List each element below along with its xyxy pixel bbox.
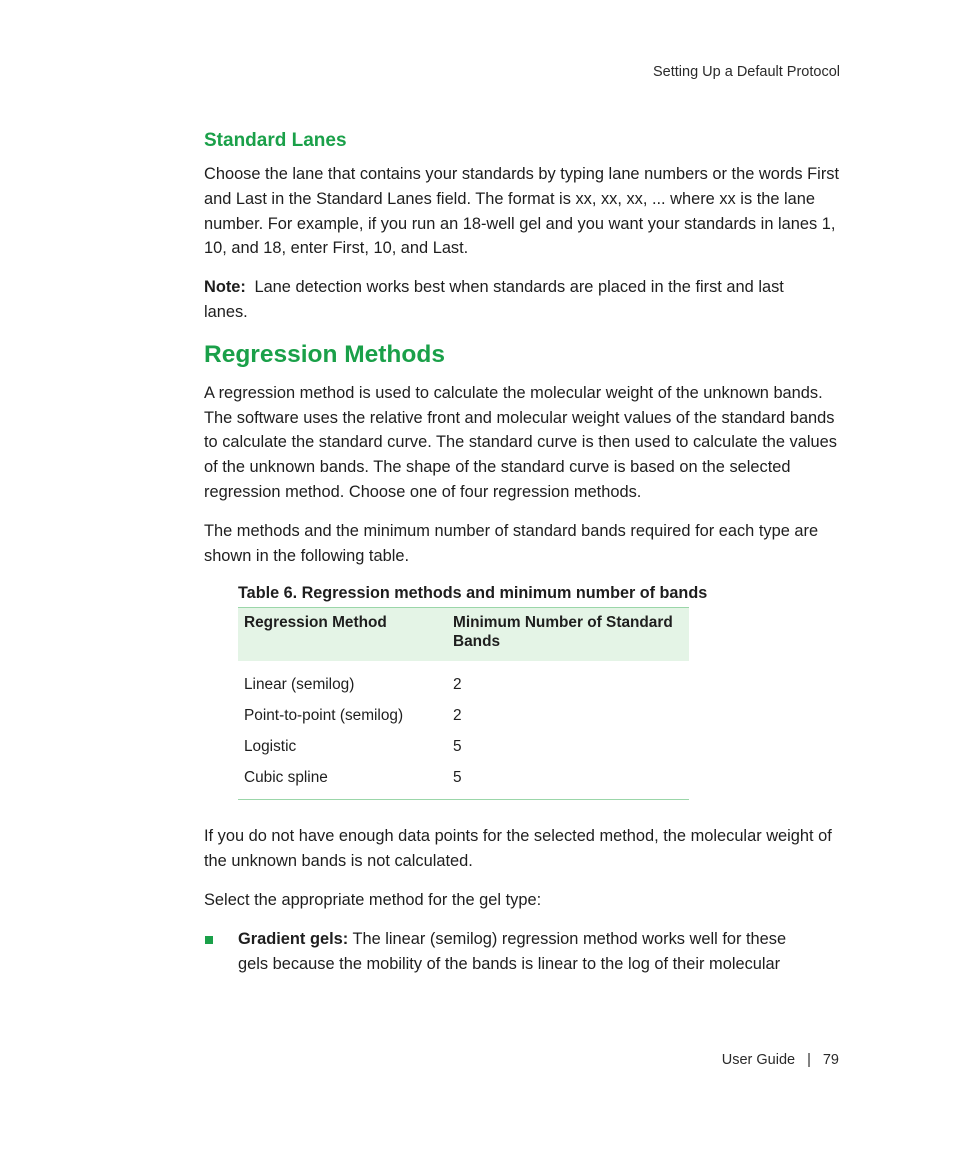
page-content: [204, 130, 840, 976]
table-cell-method: Cubic spline: [244, 768, 328, 786]
bullet-term: Gradient gels:: [238, 929, 349, 948]
regression-intro-paragraph: A regression method is used to calculate the molecular weight of the unknown bands. The software uses the relative front and molecular weight values of the standard bands to calculate the standard curve. The standard curve is then used to calculate the values of the unknown bands. The shape of the standard curve is based on the selected regression method. Choose one of four regression methods.: [204, 383, 837, 501]
regression-table-block: [238, 584, 708, 800]
note-text: Lane detection works best when standards are placed in the first and last lanes.: [204, 278, 784, 321]
footer-guide-label: User Guide: [721, 1052, 796, 1068]
table-header-row: [238, 608, 689, 662]
page-number: 79: [822, 1052, 839, 1068]
table-cell-bands: 5: [453, 768, 462, 786]
table-row: [238, 731, 689, 762]
regression-methods-table: [238, 607, 689, 800]
table-cell-method: Point-to-point (semilog): [244, 706, 404, 724]
standard-lanes-heading: Standard Lanes: [204, 130, 347, 151]
gel-type-list: [204, 927, 840, 977]
note-paragraph: [204, 275, 794, 325]
running-footer: [722, 1052, 839, 1068]
table-row: [238, 700, 689, 731]
note-label: Note:: [204, 278, 246, 297]
select-method-paragraph: Select the appropriate method for the gel type:: [204, 890, 542, 909]
table-row: [238, 762, 689, 800]
regression-methods-heading: Regression Methods: [204, 340, 445, 368]
standard-lanes-body: Choose the lane that contains your standards by typing lane numbers or the words First and Last in the Standard Lanes field. The format is xx, xx, xx, ... where xx is the lane number. For example, if you run an 18-well gel and you want your standards in lanes 1, 10, and 18, enter First, 10, and Last.: [204, 165, 840, 258]
table-cell-method: Linear (semilog): [244, 675, 355, 693]
footer-separator: |: [807, 1052, 811, 1068]
insufficient-data-paragraph: If you do not have enough data points for the selected method, the molecular weight of the unknown bands is not calculated.: [204, 827, 832, 871]
regression-table-intro: The methods and the minimum number of standard bands required for each type are shown in the following table.: [204, 521, 819, 565]
table-cell-bands: 5: [453, 737, 462, 755]
list-item: [204, 927, 804, 977]
table-cell-bands: 2: [453, 675, 462, 693]
running-header: Setting Up a Default Protocol: [653, 64, 840, 80]
bullet-text: The linear (semilog) regression method works well for these gels because the mobility of the bands is linear to the log of their molecular: [238, 929, 787, 973]
table-caption: Table 6. Regression methods and minimum number of bands: [238, 584, 708, 603]
table-row: [238, 661, 689, 700]
header-minimum-bands: Minimum Number of Standard Bands: [453, 614, 673, 651]
header-regression-method: Regression Method: [244, 614, 387, 632]
square-bullet-icon: [205, 936, 213, 944]
table-cell-method: Logistic: [244, 737, 297, 755]
table-cell-bands: 2: [453, 706, 462, 724]
